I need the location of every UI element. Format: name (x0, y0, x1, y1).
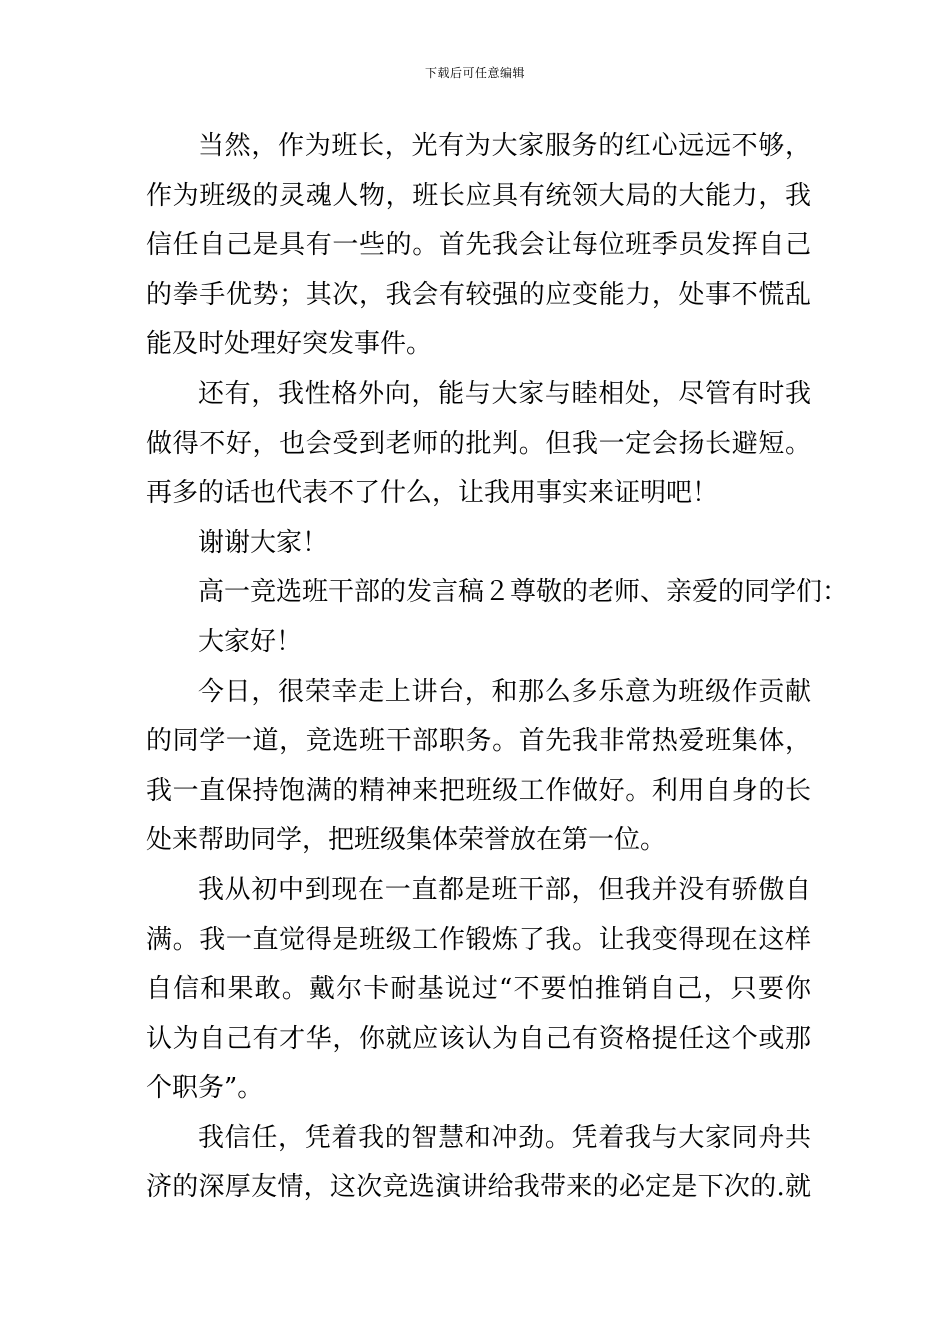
text-line: 还有，我性格外向，能与大家与睦相处，尽管有时我 (198, 378, 811, 409)
page-header: 下载后可任意编辑 (424, 66, 525, 80)
document-body (146, 122, 849, 1213)
text-line: 能及时处理好突发事件。 (146, 329, 433, 360)
text-line: 自信和果敢。戴尔卡耐基说过“不要怕推销自己，只要你 (146, 974, 811, 1005)
text-line: 济的深厚友情，这次竞选演讲给我带来的必定是下次的.就 (146, 1172, 811, 1203)
text-line: 满。我一直觉得是班级工作锻炼了我。让我变得现在这样 (146, 924, 811, 955)
text-line: 作为班级的灵魂人物，班长应具有统领大局的大能力，我 (146, 180, 811, 211)
text-line: 做得不好，也会受到老师的批判。但我一定会扬长避短。 (146, 428, 811, 459)
text-line: 我从初中到现在一直都是班干部，但我并没有骄傲自 (198, 874, 811, 905)
text-line: 认为自己有才华，你就应该认为自己有资格提任这个或那 (146, 1023, 811, 1054)
text-line: 谢谢大家！ (198, 527, 329, 558)
text-line: 信任自己是具有一些的。首先我会让每位班季员发挥自己 (146, 230, 811, 261)
text-line: 的拳手优势；其次，我会有较强的应变能力，处事不慌乱 (146, 279, 811, 310)
text-line: 再多的话也代表不了什么，让我用事实来证明吧！ (146, 478, 719, 509)
text-line: 处来帮助同学，把班级集体荣誉放在第一位。 (146, 825, 667, 856)
text-line: 大家好！ (198, 626, 303, 657)
text-line: 今日，很荣幸走上讲台，和那么多乐意为班级作贡献 (198, 676, 811, 707)
text-line: 我信任，凭着我的智慧和冲劲。凭着我与大家同舟共 (198, 1122, 811, 1153)
text-line: 当然，作为班长，光有为大家服务的红心远远不够， (198, 131, 811, 161)
text-line: 高一竞选班干部的发言稿２尊敬的老师、亲爱的同学们： (198, 577, 849, 608)
text-line: 我一直保持饱满的精神来把班级工作做好。利用自身的长 (146, 775, 811, 806)
text-line: 个职务”。 (146, 1073, 264, 1104)
text-line: 的同学一道，竞选班干部职务。首先我非常热爱班集体， (146, 726, 811, 757)
